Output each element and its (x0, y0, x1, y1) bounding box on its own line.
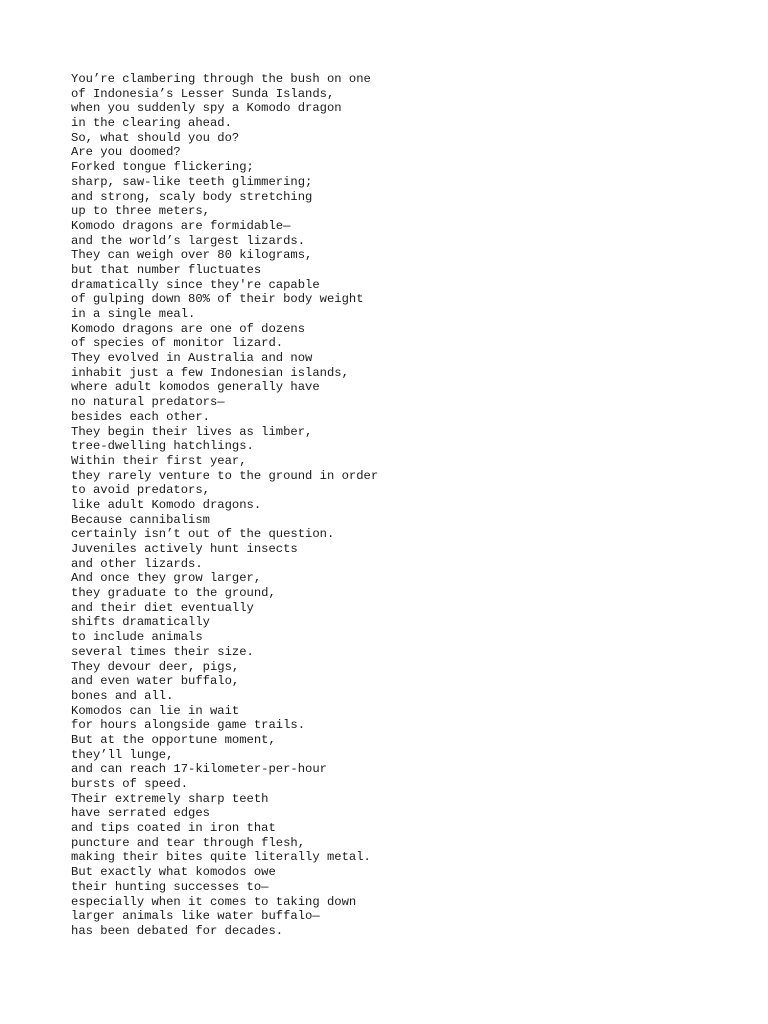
text-line: tree-dwelling hatchlings. (71, 439, 254, 454)
text-line: to include animals (71, 630, 203, 645)
text-line: puncture and tear through flesh, (71, 835, 306, 850)
text-line: in the clearing ahead. (71, 116, 232, 131)
transcript-text (71, 72, 731, 939)
text-line: to avoid predators, (71, 483, 210, 498)
text-line: have serrated edges (71, 806, 210, 821)
text-line: and even water buffalo, (71, 674, 240, 689)
text-line: of species of monitor lizard. (71, 336, 284, 351)
text-line: larger animals like water buffalo— (71, 909, 320, 924)
text-line: bursts of speed. (71, 777, 189, 791)
text-line: they graduate to the ground, (71, 586, 276, 601)
text-line: besides each other. (71, 409, 210, 424)
text-line: And once they grow larger, (71, 571, 262, 586)
text-line: and other lizards. (71, 556, 203, 571)
text-line: when you suddenly spy a Komodo dragon (71, 101, 342, 116)
text-line: inhabit just a few Indonesian islands, (71, 365, 349, 380)
text-line: Komodo dragons are formidable— (71, 218, 291, 233)
text-line: where adult komodos generally have (71, 380, 320, 395)
text-line: They can weigh over 80 kilograms, (71, 248, 313, 263)
text-line: they’ll lunge, (71, 747, 174, 762)
text-line: no natural predators— (71, 395, 225, 410)
text-line: Juveniles actively hunt insects (71, 542, 298, 556)
text-line: of gulping down 80% of their body weight (71, 292, 364, 307)
text-line: and tips coated in iron that (71, 821, 276, 836)
text-line: Komodo dragons are one of dozens (71, 321, 306, 336)
text-line: their hunting successes to— (71, 879, 269, 894)
text-line: Within their first year, (71, 453, 247, 468)
text-line: Are you doomed? (71, 145, 181, 160)
text-line: of Indonesia’s Lesser Sunda Islands, (71, 86, 335, 101)
text-line: and their diet eventually (71, 600, 254, 615)
text-line: like adult Komodo dragons. (71, 497, 262, 512)
text-line: Komodos can lie in wait (71, 703, 240, 718)
text-line: especially when it comes to taking down (71, 894, 357, 909)
text-line: So, what should you do? (71, 130, 240, 145)
text-line: and the world’s largest lizards. (71, 233, 306, 248)
text-line: Forked tongue flickering; (71, 160, 254, 175)
text-line: up to three meters, (71, 204, 210, 219)
text-line: and can reach 17-kilometer-per-hour (71, 762, 327, 777)
text-line: sharp, saw-like teeth glimmering; (71, 174, 313, 189)
text-line: But at the opportune moment, (71, 732, 276, 747)
text-line: They evolved in Australia and now (71, 351, 313, 366)
text-line: and strong, scaly body stretching (71, 189, 313, 204)
text-line: They devour deer, pigs, (71, 659, 240, 674)
text-line: But exactly what komodos owe (71, 865, 276, 880)
text-line: bones and all. (71, 688, 174, 703)
text-line: You’re clambering through the bush on one (71, 72, 371, 86)
text-line: in a single meal. (71, 307, 196, 321)
text-line: certainly isn’t out of the question. (71, 527, 335, 542)
text-line: They begin their lives as limber, (71, 424, 313, 439)
text-line: for hours alongside game trails. (71, 718, 306, 733)
text-line: several times their size. (71, 644, 254, 659)
text-line: Their extremely sharp teeth (71, 791, 269, 806)
text-line: making their bites quite literally metal. (71, 850, 371, 865)
text-line: but that number fluctuates (71, 262, 262, 277)
text-line: dramatically since they're capable (71, 277, 320, 292)
text-line: has been debated for decades. (71, 923, 284, 938)
text-line: Because cannibalism (71, 512, 210, 527)
text-line: they rarely venture to the ground in order (71, 468, 379, 483)
text-line: shifts dramatically (71, 615, 210, 630)
